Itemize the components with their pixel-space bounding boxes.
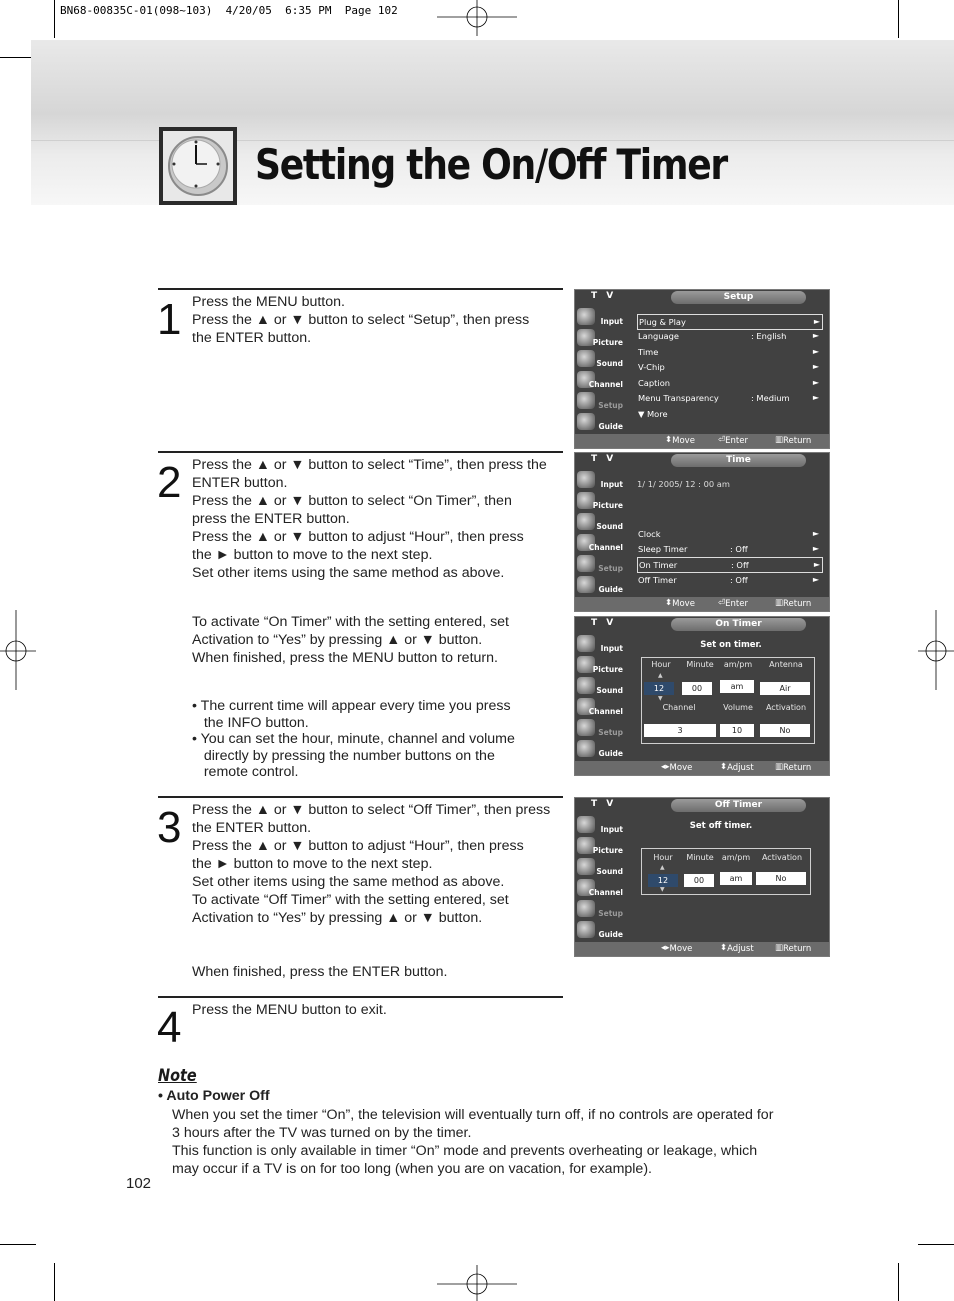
crop-mark xyxy=(898,0,899,38)
antenna-label: Antenna xyxy=(769,660,803,669)
step-divider xyxy=(158,796,563,798)
sidebar-item-channel[interactable]: Channel xyxy=(577,371,625,391)
bullet-line: • The current time will appear every time you press xyxy=(192,698,511,714)
sidebar-item-sound[interactable]: Sound xyxy=(577,513,625,533)
sidebar-item-input[interactable]: Input xyxy=(577,816,625,836)
step-divider xyxy=(158,288,563,290)
step-line: Press the ▲ or ▼ button to select “Time”, then press the xyxy=(192,457,547,473)
sidebar-item-input[interactable]: Input xyxy=(577,635,625,655)
sound-icon xyxy=(577,350,595,367)
step-line: Press the ▲ or ▼ button to adjust “Hour”, then press xyxy=(192,838,524,854)
input-icon xyxy=(577,308,595,325)
note-bullet-title: • Auto Power Off xyxy=(158,1088,270,1104)
tv-sidebar xyxy=(575,814,625,942)
step-line: To activate “On Timer” with the setting entered, set xyxy=(192,614,509,630)
bullet-line: the INFO button. xyxy=(192,714,309,731)
step-line: Press the ▲ or ▼ button to adjust “Hour”, then press xyxy=(192,529,524,545)
crop-mark xyxy=(898,1263,899,1301)
step-2-activation-text xyxy=(192,613,509,667)
move-hint: ◂▸ Move xyxy=(661,943,693,954)
step-number: 2 xyxy=(157,458,182,507)
note-heading: Note xyxy=(158,1066,197,1086)
sound-icon xyxy=(577,513,595,530)
tv-sidebar xyxy=(575,469,625,597)
tv-sidebar xyxy=(575,306,625,434)
step-2-bullets xyxy=(192,698,515,781)
guide-icon xyxy=(577,740,595,757)
crop-mark xyxy=(918,1244,954,1245)
step-number: 3 xyxy=(157,803,182,852)
menu-footer xyxy=(575,434,829,448)
sidebar-item-sound[interactable]: Sound xyxy=(577,350,625,370)
bullet-line: directly by pressing the number buttons on the xyxy=(192,747,495,764)
menu-header: On Timer xyxy=(671,618,806,631)
enter-hint: ⏎ Enter xyxy=(718,435,748,446)
minute-label: Minute xyxy=(686,853,714,862)
setup-icon xyxy=(577,555,595,572)
activation-field[interactable]: No xyxy=(756,872,806,885)
sidebar-item-picture[interactable]: Picture xyxy=(577,492,625,512)
menu-item-on-timer[interactable]: On Timer : Off ► xyxy=(637,557,823,573)
menu-panel xyxy=(637,469,825,597)
timer-subtitle: Set off timer. xyxy=(689,821,753,831)
sidebar-item-guide[interactable]: Guide xyxy=(577,576,625,596)
off-timer-settings-box xyxy=(641,848,811,895)
up-arrow-icon[interactable]: ▲ xyxy=(658,672,663,679)
print-slug: BN68-00835C-01(098~103) 4/20/05 6:35 PM Page 102 xyxy=(60,4,398,17)
step-line: ENTER button. xyxy=(192,475,288,491)
volume-label: Volume xyxy=(723,703,753,712)
return-hint: ▥ Return xyxy=(775,762,812,773)
menu-item-language[interactable]: Language : English ► xyxy=(638,331,819,341)
sidebar-item-setup[interactable]: Setup xyxy=(577,392,625,412)
guide-icon xyxy=(577,921,595,938)
registration-mark xyxy=(437,0,517,36)
guide-icon xyxy=(577,576,595,593)
sidebar-item-guide[interactable]: Guide xyxy=(577,740,625,760)
bullet-line: • You can set the hour, minute, channel and volume xyxy=(192,731,515,748)
setup-icon xyxy=(577,392,595,409)
sidebar-item-picture[interactable]: Picture xyxy=(577,656,625,676)
activation-field[interactable]: No xyxy=(760,724,810,737)
channel-field[interactable]: 3 xyxy=(644,724,716,737)
setup-icon xyxy=(577,719,595,736)
step-line: the ► button to move to the next step. xyxy=(192,856,433,872)
step-line: Press the MENU button to exit. xyxy=(192,1002,387,1018)
input-icon xyxy=(577,635,595,652)
sidebar-item-setup[interactable]: Setup xyxy=(577,719,625,739)
note-line: 3 hours after the TV was turned on by the timer. xyxy=(172,1125,472,1141)
move-hint: ◂▸ Move xyxy=(661,762,693,773)
page-number: 102 xyxy=(126,1175,152,1192)
sidebar-item-channel[interactable]: Channel xyxy=(577,698,625,718)
note-line: This function is only available in timer “On” mode and prevents overheating or leakage, which xyxy=(172,1143,758,1159)
activation-label: Activation xyxy=(761,853,803,862)
hour-field[interactable]: 12 xyxy=(648,874,678,887)
step-line: Activation to “Yes” by pressing ▲ or ▼ button. xyxy=(192,632,483,648)
tv-on-timer-menu xyxy=(574,616,830,776)
step-line: To activate “Off Timer” with the setting entered, set xyxy=(192,892,509,908)
step-4-text xyxy=(192,1001,387,1019)
step-line: the ► button to move to the next step. xyxy=(192,547,433,563)
menu-item-off-timer[interactable]: Off Timer : Off ► xyxy=(638,575,819,585)
tv-off-timer-menu xyxy=(574,797,830,957)
crop-mark xyxy=(54,0,55,38)
hour-label: Hour xyxy=(651,660,671,669)
menu-item-clock[interactable]: Clock ► xyxy=(638,529,819,539)
sound-icon xyxy=(577,677,595,694)
timer-subtitle: Set on timer. xyxy=(700,640,762,650)
move-hint: ⬍ Move xyxy=(665,598,695,609)
tv-label: T V xyxy=(591,618,617,628)
sidebar-item-sound[interactable]: Sound xyxy=(577,858,625,878)
sound-icon xyxy=(577,858,595,875)
tv-label: T V xyxy=(591,291,617,301)
menu-item-menu-transparency[interactable]: Menu Transparency : Medium ► xyxy=(638,393,819,403)
sidebar-item-setup[interactable]: Setup xyxy=(577,555,625,575)
setup-icon xyxy=(577,900,595,917)
clock-icon xyxy=(159,127,237,205)
step-line: press the ENTER button. xyxy=(192,511,350,527)
sidebar-item-sound[interactable]: Sound xyxy=(577,677,625,697)
crop-mark xyxy=(54,1263,55,1301)
menu-panel xyxy=(637,306,825,434)
sidebar-item-input[interactable]: Input xyxy=(577,308,625,328)
move-hint: ⬍ Move xyxy=(665,435,695,446)
ampm-field[interactable]: am xyxy=(720,680,754,693)
tv-label: T V xyxy=(591,454,617,464)
menu-header: Off Timer xyxy=(671,799,806,812)
tv-sidebar xyxy=(575,633,625,761)
return-hint: ▥ Return xyxy=(775,943,812,954)
ampm-label: am/pm xyxy=(721,853,751,862)
hour-label: Hour xyxy=(653,853,673,862)
hour-field[interactable]: 12 xyxy=(644,682,674,695)
minute-field[interactable]: 00 xyxy=(682,682,712,695)
step-divider xyxy=(158,451,563,453)
menu-item-time[interactable]: Time ► xyxy=(638,347,819,357)
tv-setup-menu xyxy=(574,289,830,449)
note-body xyxy=(172,1106,773,1178)
menu-item-plug-and-play[interactable]: Plug & Play ► xyxy=(637,314,823,330)
step-line: Activation to “Yes” by pressing ▲ or ▼ button. xyxy=(192,910,483,926)
registration-mark xyxy=(918,610,954,690)
return-hint: ▥ Return xyxy=(775,435,812,446)
step-divider xyxy=(158,996,563,998)
registration-mark xyxy=(437,1265,517,1301)
ampm-label: am/pm xyxy=(723,660,753,669)
step-line: When finished, press the MENU button to return. xyxy=(192,650,498,666)
note-line: When you set the timer “On”, the television will eventually turn off, if no controls are operated for xyxy=(172,1107,774,1123)
step-line: Press the ▲ or ▼ button to select “Setup”, then press xyxy=(192,312,530,328)
step-line: Set other items using the same method as above. xyxy=(192,565,505,581)
channel-label: Channel xyxy=(662,703,696,712)
sidebar-item-channel[interactable]: Channel xyxy=(577,879,625,899)
step-3-text xyxy=(192,801,550,927)
step-line: Press the ▲ or ▼ button to select “Off Timer”, then press xyxy=(192,802,551,818)
step-line: When finished, press the ENTER button. xyxy=(192,964,448,980)
adjust-hint: ⬍ Adjust xyxy=(720,762,754,773)
ampm-field[interactable]: am xyxy=(720,872,752,885)
step-line: Press the ▲ or ▼ button to select “On Timer”, then xyxy=(192,493,512,509)
menu-footer xyxy=(575,942,829,956)
step-1-text xyxy=(192,293,529,347)
minute-label: Minute xyxy=(686,660,714,669)
input-icon xyxy=(577,471,595,488)
step-2-text xyxy=(192,456,547,582)
registration-mark xyxy=(0,610,36,690)
down-arrow-icon[interactable]: ▼ xyxy=(658,695,663,702)
menu-item-more[interactable]: ▼ More xyxy=(638,409,668,419)
note-line: may occur if a TV is on for too long (when you are on vacation, for example). xyxy=(172,1161,652,1177)
minute-field[interactable]: 00 xyxy=(684,874,714,887)
current-date-time: 1/ 1/ 2005/ 12 : 00 am xyxy=(637,479,730,489)
down-arrow-icon[interactable]: ▼ xyxy=(660,886,665,893)
menu-item-v-chip[interactable]: V-Chip ► xyxy=(638,362,819,372)
sidebar-item-setup[interactable]: Setup xyxy=(577,900,625,920)
step-line: Set other items using the same method as above. xyxy=(192,874,505,890)
sidebar-item-channel[interactable]: Channel xyxy=(577,534,625,554)
return-hint: ▥ Return xyxy=(775,598,812,609)
sidebar-item-guide[interactable]: Guide xyxy=(577,413,625,433)
on-timer-settings-box xyxy=(641,657,815,744)
step-line: the ENTER button. xyxy=(192,820,312,836)
step-line: Press the MENU button. xyxy=(192,294,345,310)
bullet-line: remote control. xyxy=(192,764,299,781)
page-title: Setting the On/Off Timer xyxy=(255,140,727,189)
step-number: 1 xyxy=(157,295,182,344)
sidebar-item-guide[interactable]: Guide xyxy=(577,921,625,941)
step-number: 4 xyxy=(157,1003,182,1052)
tv-time-menu xyxy=(574,452,830,612)
volume-field[interactable]: 10 xyxy=(720,724,754,737)
menu-footer xyxy=(575,597,829,611)
enter-hint: ⏎ Enter xyxy=(718,598,748,609)
crop-mark xyxy=(0,1244,36,1245)
sidebar-item-picture[interactable]: Picture xyxy=(577,837,625,857)
activation-label: Activation xyxy=(765,703,807,712)
menu-item-sleep-timer[interactable]: Sleep Timer : Off ► xyxy=(638,544,819,554)
menu-item-caption[interactable]: Caption ► xyxy=(638,378,819,388)
antenna-field[interactable]: Air xyxy=(760,682,810,695)
menu-header: Time xyxy=(671,454,806,467)
up-arrow-icon[interactable]: ▲ xyxy=(660,864,665,871)
step-3-finish-text xyxy=(192,963,448,981)
adjust-hint: ⬍ Adjust xyxy=(720,943,754,954)
menu-header: Setup xyxy=(671,291,806,304)
sidebar-item-input[interactable]: Input xyxy=(577,471,625,491)
menu-footer xyxy=(575,761,829,775)
step-line: the ENTER button. xyxy=(192,330,312,346)
sidebar-item-picture[interactable]: Picture xyxy=(577,329,625,349)
input-icon xyxy=(577,816,595,833)
guide-icon xyxy=(577,413,595,430)
tv-label: T V xyxy=(591,799,617,809)
